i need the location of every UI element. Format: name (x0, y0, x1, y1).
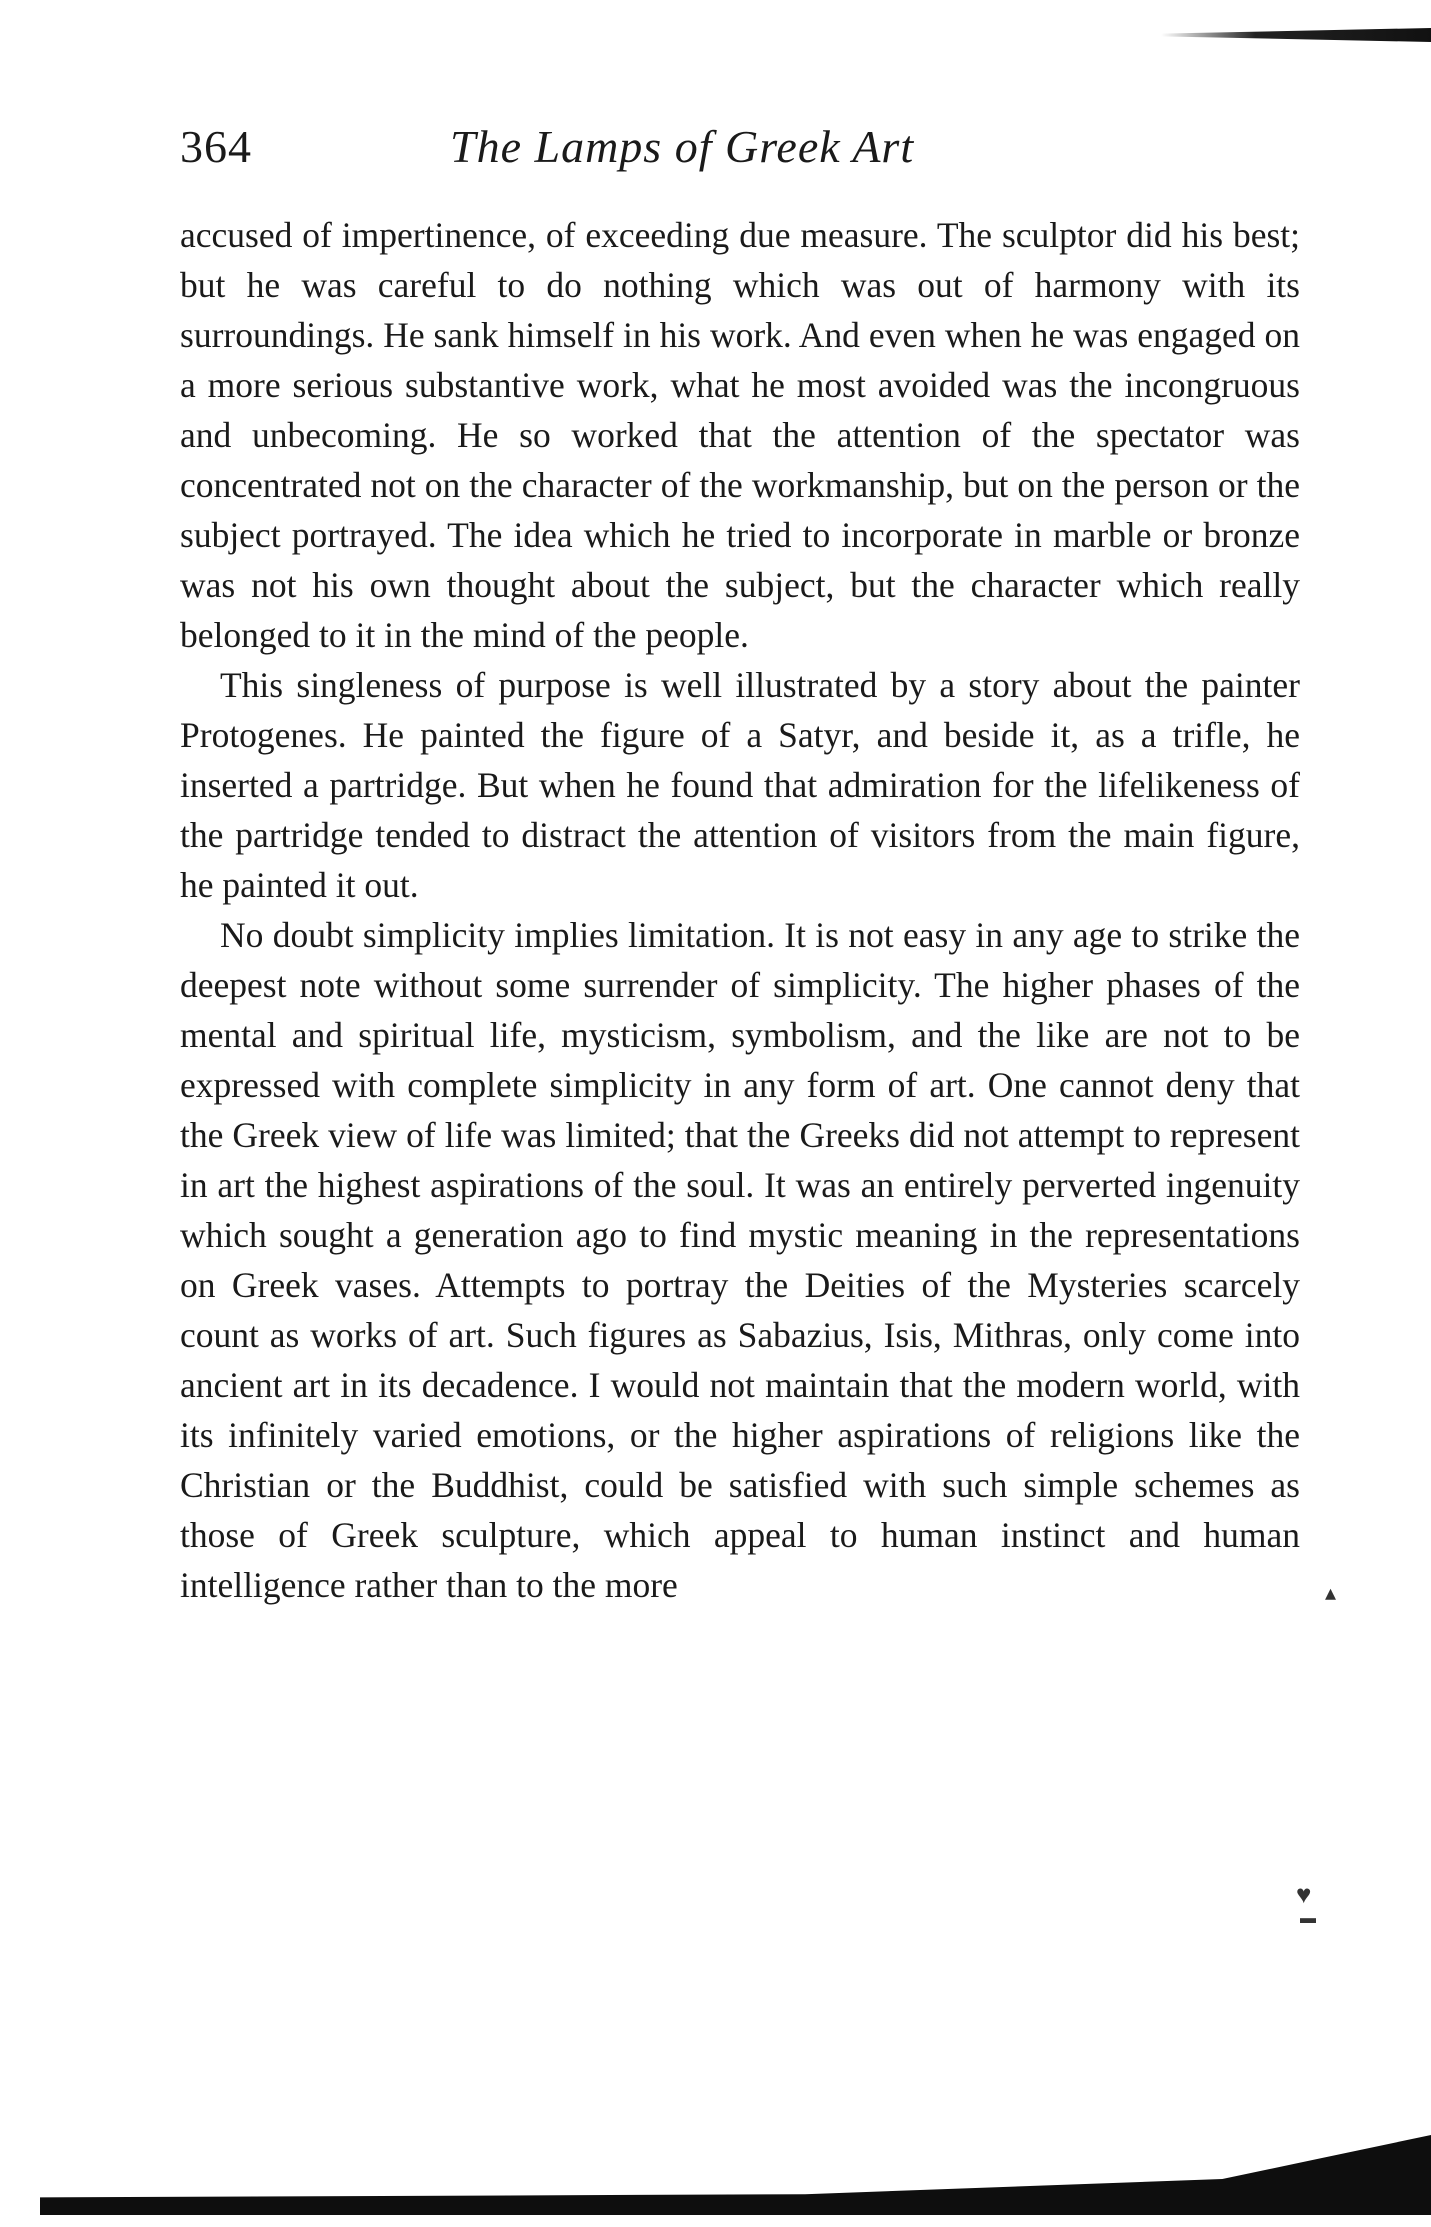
paragraph-1: accused of impertinence, of exceeding due measure. The sculptor did his best; but he was careful to do nothing which was out of harmony with its surroundings. He sank himself in his work. And even when he was engaged on a more serious substantive work, what he most avoided was the incongruous and unbecoming. He so worked that the attention of the spectator was concentrated not on the character of the workmanship, but on the person or the subject portrayed. The idea which he tried to incorporate in marble or bronze was not his own thought about the subject, but the character which really belonged to it in the mind of the people. (180, 215, 1300, 655)
margin-speck: ♥ (1296, 1880, 1312, 1909)
text-body (180, 210, 1300, 1610)
paragraph-2: This singleness of purpose is well illustrated by a story about the painter Protogenes. He painted the figure of a Satyr, and beside it, as a trifle, he inserted a partridge. But when he found that admiration for the lifelikeness of the partridge tended to distract the attention of visitors from the main figure, he painted it out. (180, 665, 1300, 905)
margin-speck: ▬ (1300, 1910, 1316, 1927)
margin-speck: ▴ (1325, 1580, 1337, 1605)
paragraph-3: No doubt simplicity implies limitation. It is not easy in any age to strike the deepest note without some surrender of simplicity. The higher phases of the mental and spiritual life, mysticism, symbolism, and the like are not to be expressed with complete simplicity in any form of art. One cannot deny that the Greek view of life was limited; that the Greeks did not attempt to represent in art the highest aspirations of the soul. It was an entirely perverted ingenuity which sought a generation ago to find mystic meaning in the representations on Greek vases. Attempts to portray the Deities of the Mysteries scarcely count as works of art. Such figures as Sabazius, Isis, Mithras, only come into ancient art in its decadence. I would not maintain that the modern world, with its infinitely varied emotions, or the higher aspirations of religions like the Christian or the Buddhist, could be satisfied with such simple schemes as those of Greek sculpture, which appeal to human instinct and human intelligence rather than to the more (180, 915, 1300, 1605)
page-header (180, 120, 1310, 180)
page-number: 364 (180, 121, 252, 172)
running-title: The Lamps of Greek Art (450, 121, 915, 172)
scan-edge-shadow-bottom (40, 2135, 1431, 2215)
scan-edge-shadow-top (1161, 28, 1431, 42)
